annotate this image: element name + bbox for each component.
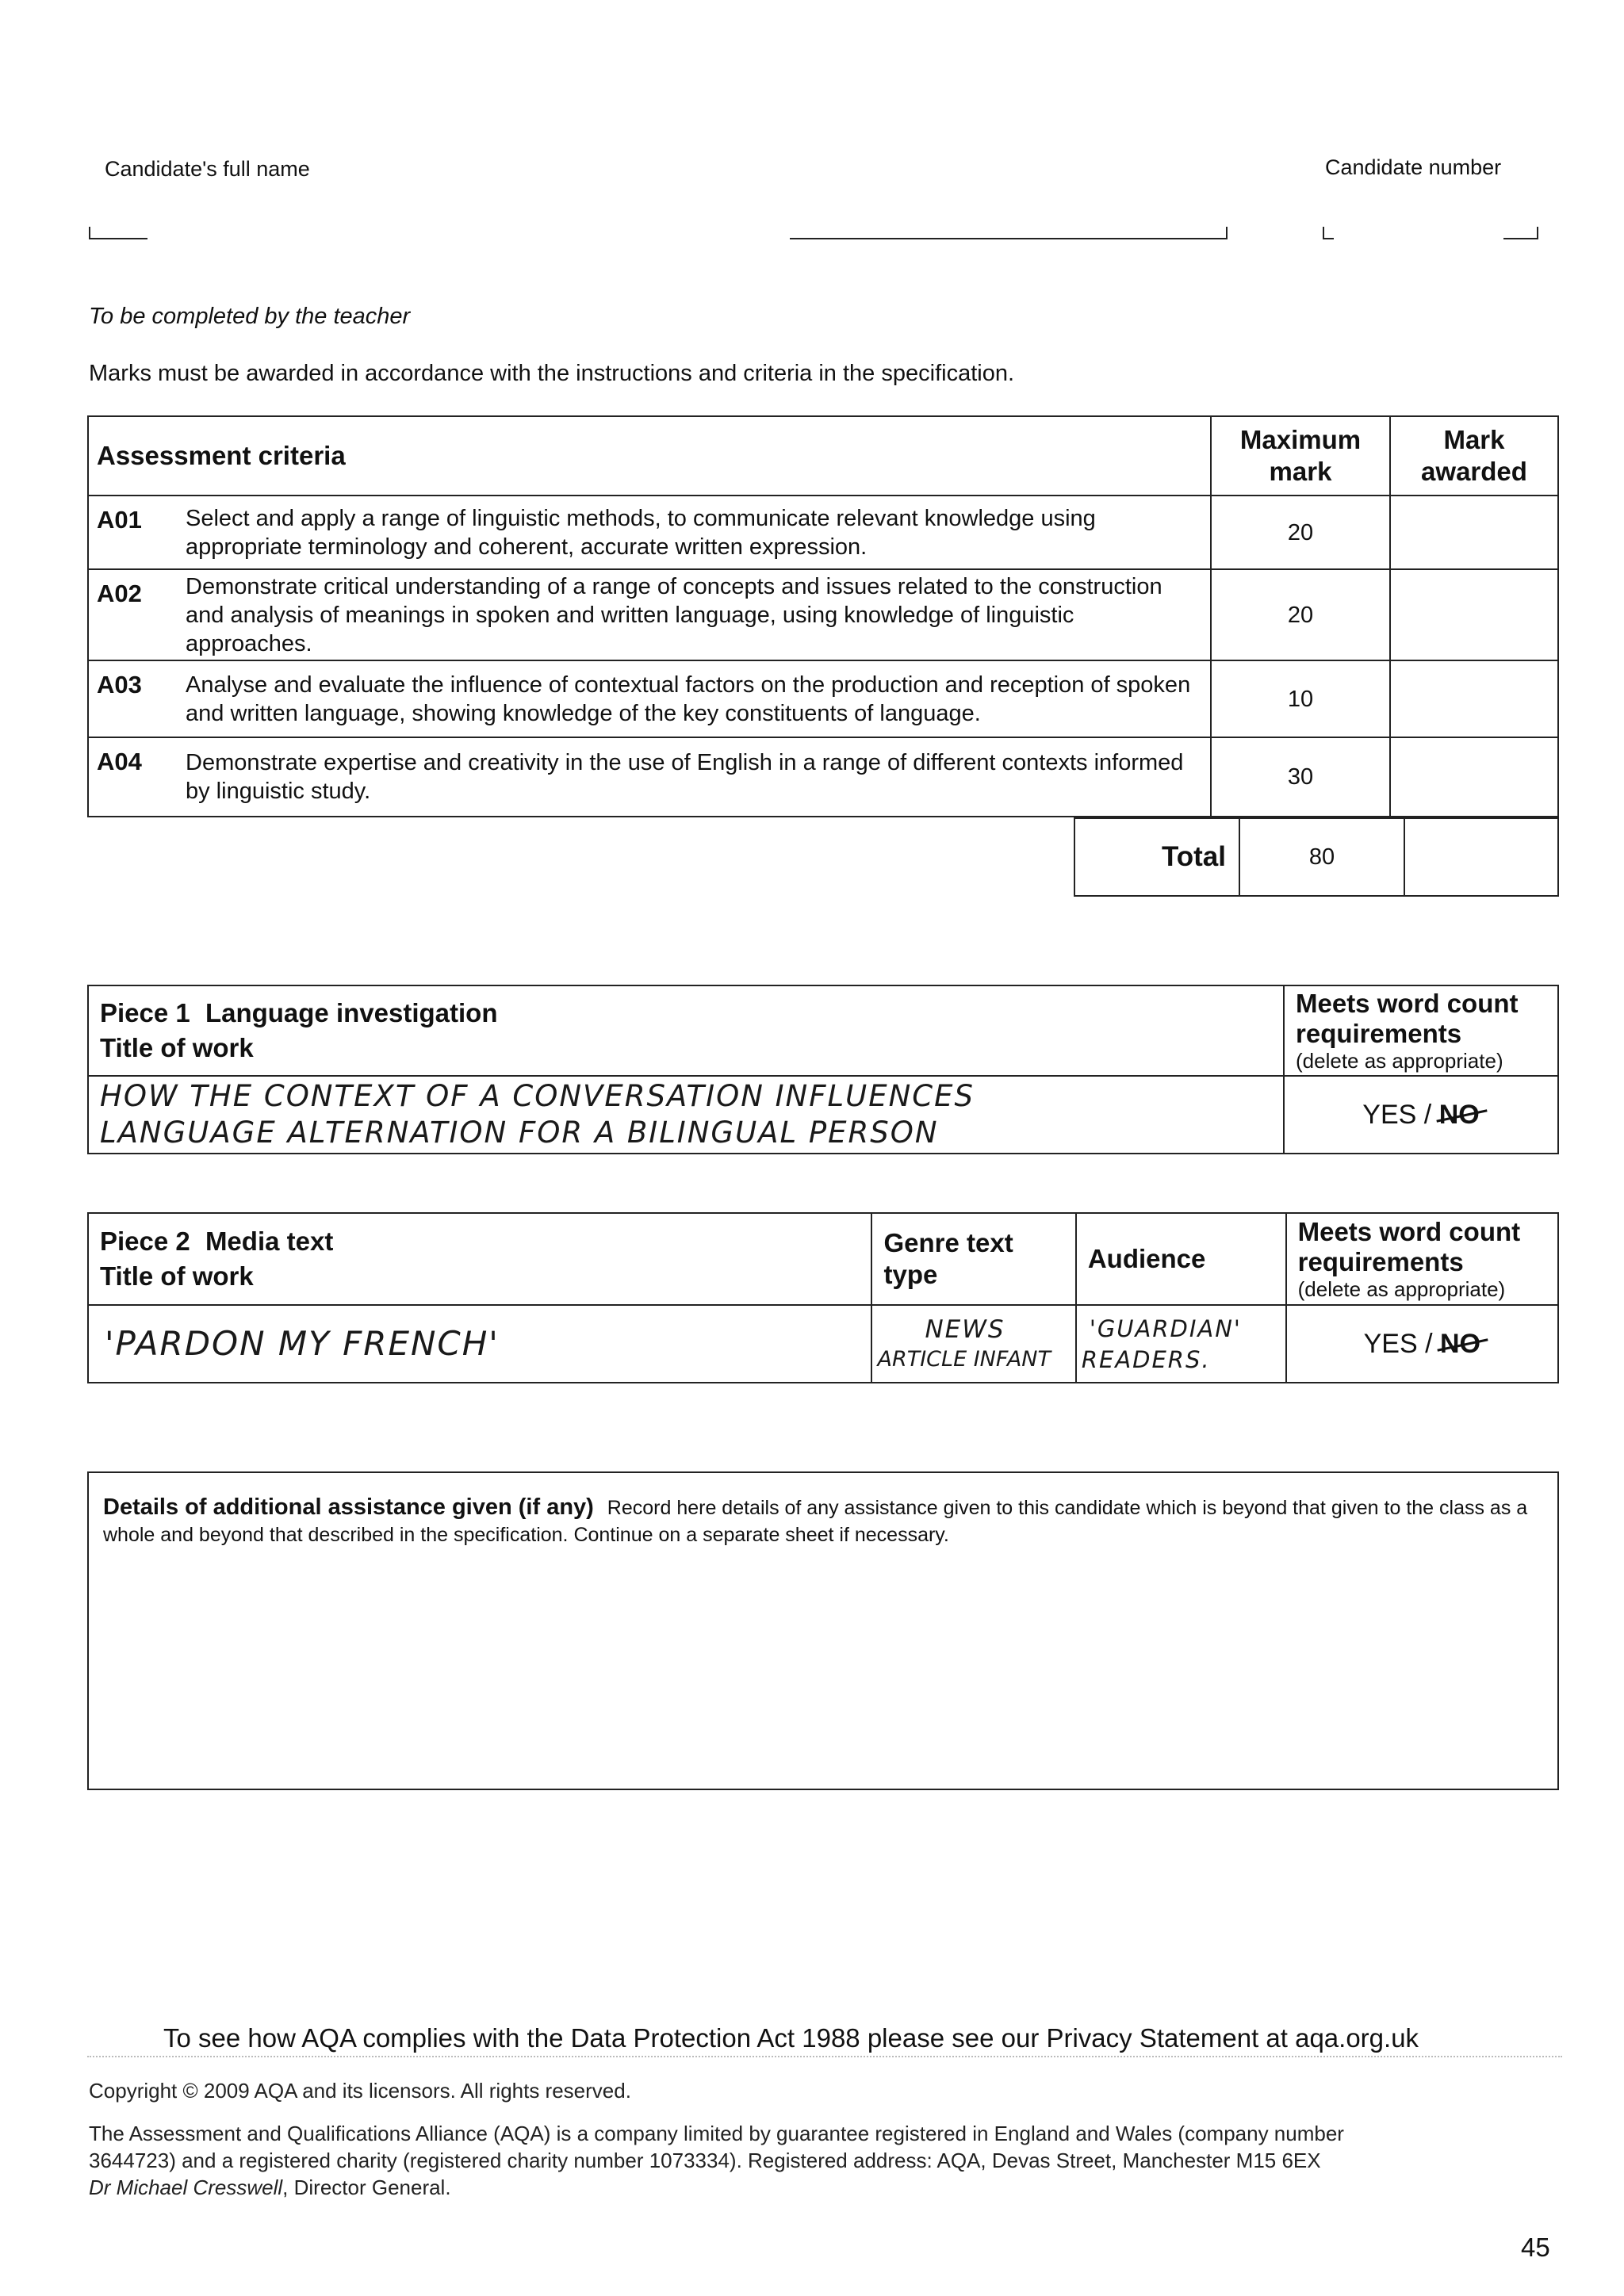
company-info-line1: The Assessment and Qualifications Alliance (AQA) is a company limited by guarantee registered in England and Wales (company number: [89, 2122, 1344, 2145]
piece1-title-label: Title of work: [100, 1033, 254, 1062]
mark-awarded-heading: Mark awarded: [1390, 416, 1558, 496]
candidate-number-field-start[interactable]: [1323, 227, 1334, 239]
total-awarded-cell[interactable]: [1404, 818, 1558, 896]
page-number: 45: [1521, 2233, 1550, 2262]
piece1-table: [87, 985, 1559, 1154]
piece1-title-line2: LANGUAGE ALTERNATION FOR A BILINGUAL PERSON: [100, 1115, 939, 1150]
teacher-note: To be completed by the teacher: [89, 304, 411, 329]
piece2-wordcount-heading: Meets word count requirements: [1297, 1217, 1521, 1276]
criteria-row: [88, 737, 1558, 817]
criteria-description: Demonstrate critical understanding of a range of concepts and issues related to the construction and analysis of meanings in spoken and written language, using knowledge of linguistic approaches.: [178, 569, 1211, 660]
maximum-mark-heading: Maximum mark: [1211, 416, 1390, 496]
director-line: [89, 2174, 451, 2201]
criteria-row: [88, 569, 1558, 660]
maximum-mark-value: 20: [1211, 569, 1390, 660]
maximum-mark-value: 30: [1211, 737, 1390, 817]
candidate-name-field-start[interactable]: [89, 227, 147, 239]
mark-awarded-cell[interactable]: [1390, 737, 1558, 817]
yes-option: YES: [1363, 1329, 1418, 1359]
separator: /: [1425, 1329, 1433, 1359]
criteria-code: A01: [88, 496, 178, 569]
footer-divider: [87, 2056, 1562, 2057]
separator: /: [1423, 1100, 1432, 1130]
piece2-title-value: 'PARDON MY FRENCH': [105, 1324, 500, 1363]
piece1-title-line1: HOW THE CONTEXT OF A CONVERSATION INFLUENCES: [100, 1079, 975, 1113]
criteria-code: A04: [88, 737, 178, 817]
mark-awarded-cell[interactable]: [1390, 660, 1558, 737]
director-name: Dr Michael Cresswell: [89, 2175, 283, 2199]
assessment-criteria-table: [87, 415, 1559, 817]
piece1-wordcount-note: (delete as appropriate): [1296, 1049, 1503, 1073]
maximum-mark-value: 10: [1211, 660, 1390, 737]
director-title: , Director General.: [282, 2175, 451, 2199]
candidate-number-field-end[interactable]: [1503, 227, 1538, 239]
marking-instructions: Marks must be awarded in accordance with the instructions and criteria in the specification.: [89, 361, 1015, 386]
no-option-struck: NO: [1440, 1326, 1480, 1361]
piece2-wordcount-answer[interactable]: [1286, 1305, 1558, 1383]
piece2-wordcount-note: (delete as appropriate): [1297, 1277, 1506, 1301]
piece2-table: [87, 1212, 1559, 1383]
piece1-type: Language investigation: [205, 998, 498, 1027]
maximum-mark-value: 20: [1211, 496, 1390, 569]
piece2-heading: Piece 2: [100, 1226, 190, 1256]
candidate-name-field-end[interactable]: [790, 227, 1228, 239]
privacy-statement: To see how AQA complies with the Data Protection Act 1988 please see our Privacy Statement at aqa.org.uk: [163, 2023, 1419, 2053]
yes-option: YES: [1362, 1100, 1417, 1130]
piece2-title-label: Title of work: [100, 1261, 254, 1291]
piece2-type: Media text: [205, 1226, 334, 1256]
genre-line2: ARTICLE INFANT: [877, 1347, 1051, 1372]
no-option-struck: NO: [1439, 1097, 1480, 1132]
additional-assistance-box[interactable]: [87, 1471, 1559, 1790]
genre-heading: Genre text type: [871, 1213, 1075, 1305]
genre-line1: NEWS: [925, 1315, 1005, 1344]
piece1-wordcount-heading: Meets word count requirements: [1296, 989, 1519, 1048]
mark-awarded-cell[interactable]: [1390, 569, 1558, 660]
total-row: [1074, 817, 1559, 897]
piece1-wordcount-answer[interactable]: [1284, 1076, 1558, 1154]
criteria-description: Select and apply a range of linguistic methods, to communicate relevant knowledge using appropriate terminology and coherent, accurate written expression.: [178, 496, 1211, 569]
total-maximum-value: 80: [1239, 818, 1404, 896]
candidate-number-label: Candidate number: [1325, 155, 1502, 179]
candidate-name-label: Candidate's full name: [105, 157, 310, 181]
criteria-code: A03: [88, 660, 178, 737]
criteria-description: Analyse and evaluate the influence of contextual factors on the production and reception of spoken and written language, showing knowledge of the key constituents of language.: [178, 660, 1211, 737]
copyright-notice: Copyright © 2009 AQA and its licensors. All rights reserved.: [89, 2079, 631, 2103]
criteria-description: Demonstrate expertise and creativity in the use of English in a range of different contexts informed by linguistic study.: [178, 737, 1211, 817]
audience-heading: Audience: [1076, 1213, 1286, 1305]
company-info-line2: 3644723) and a registered charity (registered charity number 1073334). Registered address: AQA, Devas Street, Manchester M15 6EX: [89, 2149, 1321, 2172]
criteria-row: [88, 496, 1558, 569]
mark-awarded-cell[interactable]: [1390, 496, 1558, 569]
criteria-code: A02: [88, 569, 178, 660]
piece1-heading: Piece 1: [100, 998, 190, 1027]
assessment-criteria-heading: Assessment criteria: [88, 416, 1211, 496]
assistance-instructions: Record here details of any assistance given to this candidate which is beyond that given to the class as a whole and beyond that described in the specification. Continue on a separate sheet if necessary.: [103, 1497, 1528, 1546]
criteria-row: [88, 660, 1558, 737]
total-label: Total: [1074, 818, 1239, 896]
audience-line2: READERS.: [1081, 1346, 1211, 1373]
audience-line1: 'GUARDIAN': [1089, 1315, 1242, 1342]
assistance-heading: Details of additional assistance given (if any): [103, 1494, 594, 1520]
